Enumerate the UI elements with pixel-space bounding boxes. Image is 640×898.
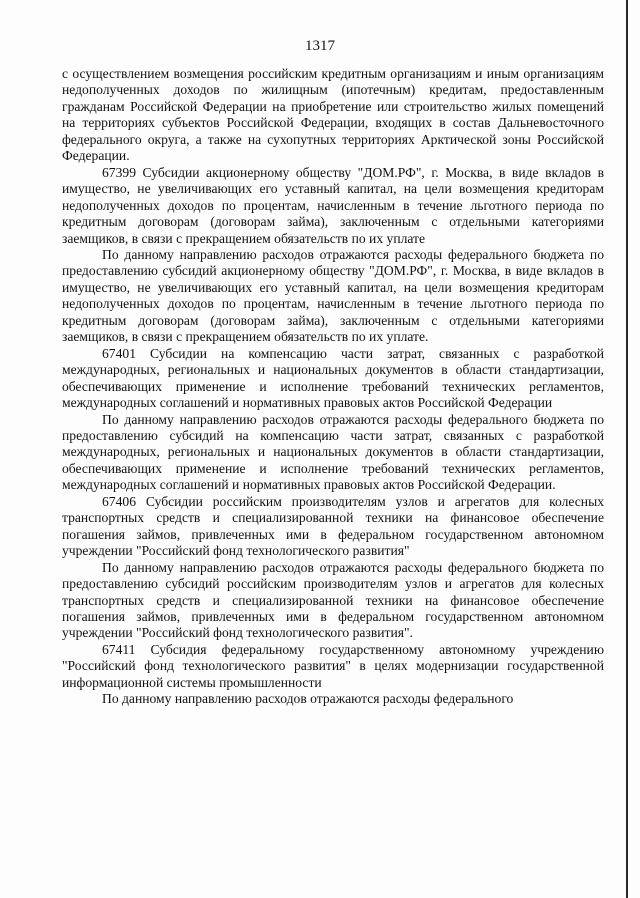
document-body: [62, 66, 604, 708]
paragraph-67411-description: По данному направлению расходов отражаются расходы федерального: [102, 691, 514, 707]
paragraph-67401-description: По данному направлению расходов отражаются расходы федерального бюджета по предоставлению субсидий на компенсацию части затрат, связанных с разработкой международных, региональных и национальных документов в области стандартизации, обеспечивающих применение и исполнение требований технических регламентов, международных соглашений и нормативных правовых актов Российской Федерации.: [62, 411, 604, 493]
page-number: 1317: [305, 38, 335, 54]
paragraph-67399-description: По данному направлению расходов отражаются расходы федерального бюджета по предоставлению субсидий акционерному обществу "ДОМ.РФ", г. Москва, в виде вкладов в имущество, не увеличивающих его уставный капитал, на цели возмещения кредиторам недополученных доходов по процентам, начисленным в течение льготного периода по кредитным договорам (договорам займа), заключенным с отдельными категориями заемщиков, в связи с прекращением обязательств по их уплате.: [62, 246, 604, 345]
paragraph-67399-heading: 67399 Субсидии акционерному обществу "ДОМ.РФ", г. Москва, в виде вкладов в имущество, не увеличивающих его уставный капитал, на цели возмещения кредиторам недополученных доходов по процентам, начисленным в течение льготного периода по кредитным договорам (договорам займа), заключенным с отдельными категориями заемщиков, в связи с прекращением обязательств по их уплате: [62, 164, 604, 246]
scan-edge-shadow: [626, 0, 628, 898]
paragraph-continuation: с осуществлением возмещения российским кредитным организациям и иным организациям недополученных доходов по жилищным (ипотечным) кредитам, предоставленным гражданам Российской Федерации на приобретение или строительство жилых помещений на территориях субъектов Российской Федерации, входящих в состав Дальневосточного федерального округа, а также на сухопутных территориях Арктической зоны Российской Федерации.: [62, 66, 604, 164]
paragraph-67406-description: По данному направлению расходов отражаются расходы федерального бюджета по предоставлению субсидий российским производителям узлов и агрегатов для колесных транспортных средств и специализированной техники на финансовое обеспечение погашения займов, привлеченных ими в федеральном государственном автономном учреждении "Российский фонд технологического развития".: [62, 559, 604, 641]
paragraph-67406-heading: 67406 Субсидии российским производителям узлов и агрегатов для колесных транспортных средств и специализированной техники на финансовое обеспечение погашения займов, привлеченных ими в федеральном государственном автономном учреждении "Российский фонд технологического развития": [62, 493, 604, 559]
paragraph-67411-heading: 67411 Субсидия федеральному государственному автономному учреждению "Российский фонд технологического развития" в целях модернизации государственной информационной системы промышленности: [62, 641, 604, 690]
paragraph-67401-heading: 67401 Субсидии на компенсацию части затрат, связанных с разработкой международных, региональных и национальных документов в области стандартизации, обеспечивающих применение и исполнение требований технических регламентов, международных соглашений и нормативных правовых актов Российской Федерации: [62, 345, 604, 411]
